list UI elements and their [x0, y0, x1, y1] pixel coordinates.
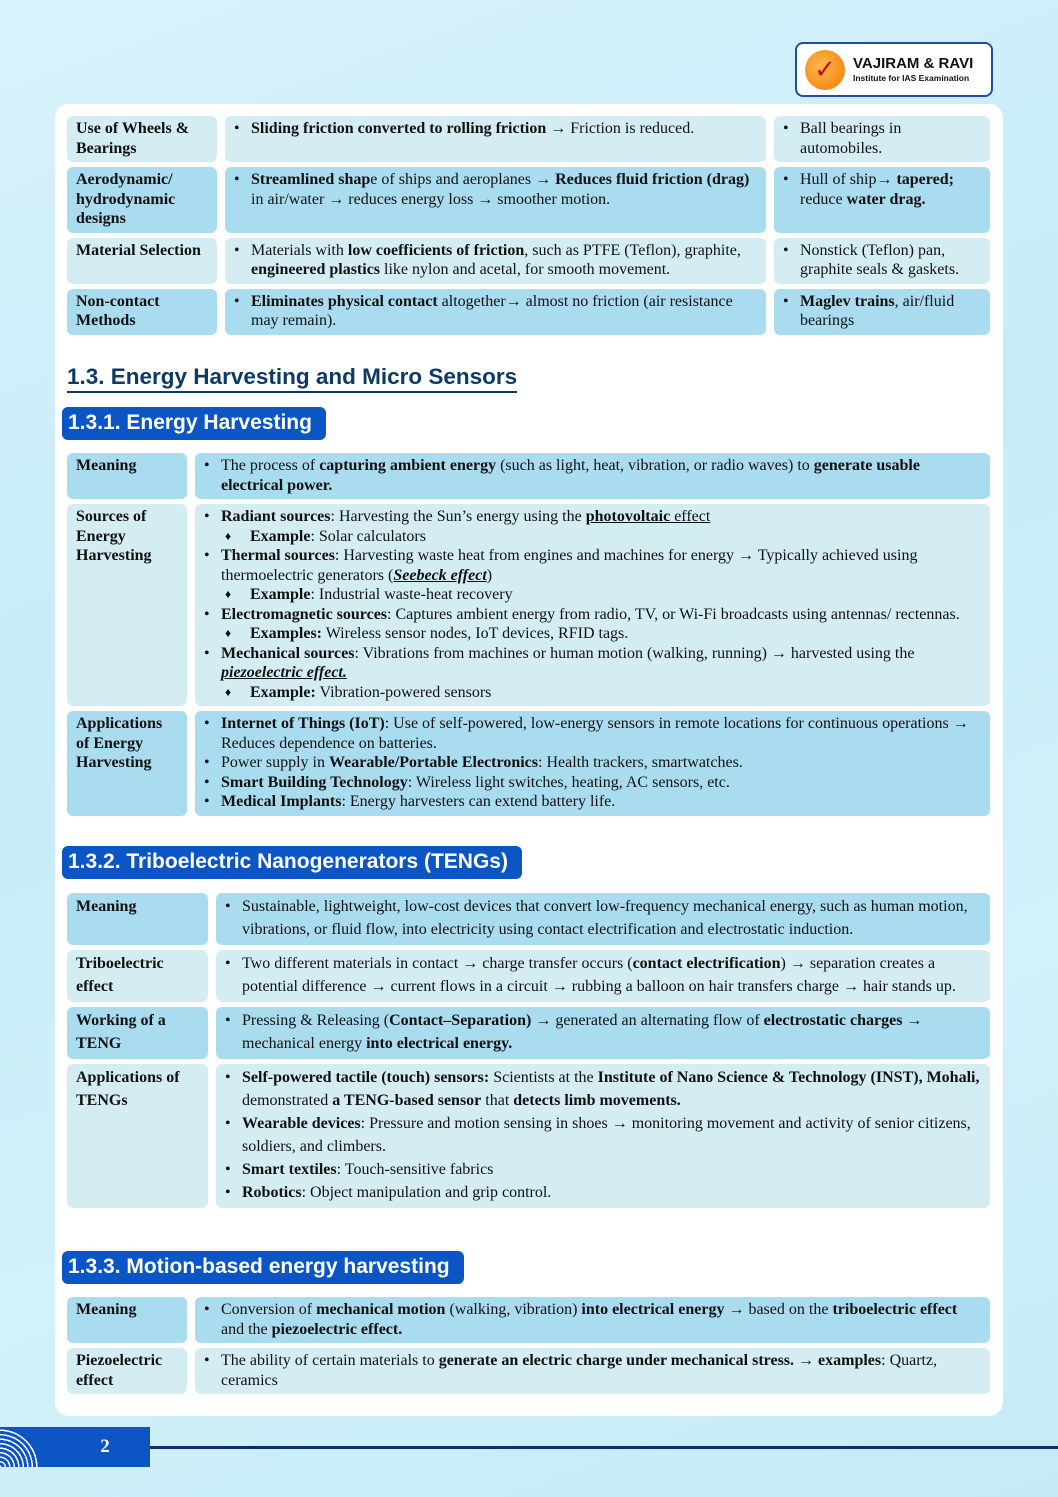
text-run: demonstrated	[242, 1092, 333, 1109]
text-run: like nylon and acetal, for smooth movement.	[380, 261, 671, 278]
text-run: engineered plastics	[251, 261, 381, 278]
bullet-item	[225, 952, 981, 998]
text-run: Example	[250, 527, 311, 545]
text-run: Example	[250, 586, 311, 603]
text-run: reduce	[800, 190, 847, 208]
row-label: Piezoelectric effect	[67, 1348, 187, 1394]
text-run: piezoelectric effect.	[271, 1320, 403, 1338]
text-run: Conversion of	[221, 1301, 317, 1318]
text-run: Seebeck effect	[393, 566, 487, 584]
table-row	[67, 167, 990, 233]
text-run: Smart Building Technology	[221, 773, 408, 791]
text-run: altogether→ almost no friction (air resistance may remain).	[251, 292, 733, 329]
text-run: (such as light, heat, vibration, or radio waves) to	[496, 457, 814, 474]
description-cell	[225, 167, 766, 233]
text-run: effect	[670, 508, 711, 525]
bullet-item	[204, 456, 981, 495]
text-run: Wearable devices	[242, 1115, 361, 1132]
text-run: mechanical motion	[316, 1301, 446, 1318]
text-run: Institute of Nano Science & Technology (INST), Mohali,	[597, 1069, 980, 1086]
bullet-item	[225, 1066, 981, 1112]
bullet-item	[204, 1351, 981, 1390]
table-row	[67, 950, 990, 1002]
row-label: Working of a TENG	[67, 1007, 208, 1059]
energy-harvesting-heading: 1.3.1. Energy Harvesting	[62, 407, 326, 440]
text-run: e of ships and aeroplanes →	[370, 171, 556, 188]
text-run: : Energy harvesters can extend battery life.	[341, 793, 616, 810]
text-run: examples	[818, 1352, 882, 1369]
bullet-item	[204, 792, 981, 812]
text-run: Sliding friction converted to rolling friction	[251, 120, 547, 137]
text-run: )	[486, 566, 493, 584]
bullet-item	[783, 241, 981, 280]
row-label: Aerodynamic/ hydrodynamic designs	[67, 167, 217, 233]
text-run: : Touch-sensitive fabrics	[336, 1161, 494, 1178]
text-run: Medical Implants	[221, 793, 342, 810]
row-label: Sources of Energy Harvesting	[67, 504, 187, 706]
text-run: : Object manipulation and grip control.	[301, 1184, 552, 1201]
row-label: Meaning	[67, 453, 187, 499]
table-row	[67, 1297, 990, 1343]
text-run: → Friction is reduced.	[546, 120, 695, 137]
text-run: electrostatic charges	[763, 1012, 903, 1029]
text-run: Examples:	[250, 625, 322, 642]
content-cell	[195, 1348, 990, 1394]
text-run: Eliminates physical contact	[251, 292, 438, 310]
content-cell	[216, 950, 990, 1002]
bullet-item	[204, 644, 981, 683]
bullet-item	[225, 1158, 981, 1181]
example-cell	[774, 167, 990, 233]
bullet-item	[783, 119, 981, 158]
energy-harvesting-table	[67, 453, 990, 821]
text-run: that	[481, 1092, 514, 1109]
text-run: Electromagnetic sources	[221, 605, 388, 623]
table-row	[67, 1348, 990, 1394]
text-run: Pressing & Releasing (	[242, 1012, 390, 1029]
row-label: Meaning	[67, 1297, 187, 1343]
text-run: Robotics	[242, 1184, 302, 1201]
text-run: into electrical energy.	[366, 1035, 513, 1052]
bullet-item	[225, 1112, 981, 1158]
description-cell	[225, 238, 766, 284]
text-run: Radiant sources	[221, 508, 331, 525]
row-label: Applications of Energy Harvesting	[67, 711, 187, 816]
text-run: → mechanical energy	[242, 1012, 923, 1052]
content-cell	[216, 1064, 990, 1208]
text-run: : Harvesting waste heat from engines and machines for energy → Typically achieved using thermoelectric generators (	[221, 547, 918, 584]
tengs-heading: 1.3.2. Triboelectric Nanogenerators (TENGs)	[62, 846, 522, 879]
section-heading: 1.3. Energy Harvesting and Micro Sensors	[67, 364, 517, 393]
text-run: (walking, vibration)	[445, 1301, 582, 1318]
bullet-item	[234, 241, 757, 280]
bullet-item	[204, 1300, 981, 1339]
checkmark-logo-icon: ✓	[805, 50, 845, 90]
text-run: The ability of certain materials to	[221, 1352, 439, 1369]
text-run: Reduces fluid friction (drag)	[555, 171, 750, 188]
text-run: Smart textiles	[242, 1161, 337, 1178]
text-run: : Use of self-powered, low-energy sensors in remote locations for continuous operations → Reduces dependence on batteries.	[221, 715, 969, 752]
text-run: Vibration-powered sensors	[315, 683, 492, 701]
text-run: generate usable electrical power.	[221, 457, 920, 494]
bullet-item	[783, 170, 981, 209]
bullet-item	[225, 895, 981, 941]
text-run: Contact–Separation)	[389, 1012, 532, 1029]
row-label: Use of Wheels & Bearings	[67, 116, 217, 162]
bullet-item	[225, 1009, 981, 1055]
content-cell	[216, 1007, 990, 1059]
motion-harvesting-table	[67, 1297, 990, 1399]
sub-bullet-item	[204, 683, 981, 703]
row-label: Material Selection	[67, 238, 217, 284]
bullet-item	[204, 605, 981, 625]
tengs-table	[67, 893, 990, 1213]
bullet-item	[204, 546, 981, 585]
table-row	[67, 893, 990, 945]
bullet-item	[234, 119, 757, 139]
table-row	[67, 453, 990, 499]
text-run: Hull of ship→	[800, 171, 897, 188]
text-run: : Health trackers, smartwatches.	[538, 754, 743, 771]
friction-methods-table	[67, 116, 990, 340]
table-row	[67, 289, 990, 335]
vajiram-ravi-logo	[795, 42, 993, 97]
bullet-item	[204, 773, 981, 793]
bullet-item	[234, 292, 757, 331]
arc-decoration-icon	[0, 1427, 40, 1467]
text-run: : Pressure and motion sensing in shoes → monitoring movement and activity of senior citizens, soldiers, and climbers.	[242, 1115, 971, 1155]
content-cell	[195, 711, 990, 816]
text-run: generate an electric charge under mechanical stress.	[438, 1352, 795, 1369]
text-run: Wireless sensor nodes, IoT devices, RFID tags.	[322, 625, 629, 642]
table-row	[67, 504, 990, 706]
table-row	[67, 711, 990, 816]
text-run: : Harvesting the Sun’s energy using the	[330, 508, 586, 525]
example-cell	[774, 289, 990, 335]
bullet-item	[783, 292, 981, 331]
text-run: , such as PTFE (Teflon), graphite,	[524, 241, 741, 259]
text-run: Power supply in	[221, 754, 329, 771]
page-number: 2	[100, 1436, 110, 1457]
text-run: Materials with	[251, 241, 348, 259]
text-run: water drag.	[846, 190, 926, 208]
logo-name: VAJIRAM & RAVI	[853, 55, 974, 73]
text-run: contact electrification	[632, 955, 781, 972]
row-label: Triboelectric effect	[67, 950, 208, 1002]
text-run: , air/fluid bearings	[800, 292, 955, 329]
example-cell	[774, 116, 990, 162]
text-run: : Industrial waste-heat recovery	[310, 586, 513, 603]
text-run: : Vibrations from machines or human motion (walking, running) → harvested using the	[354, 644, 915, 662]
text-run: → generated an alternating flow of	[531, 1012, 764, 1029]
text-run: The process of	[221, 457, 320, 474]
text-run: piezoelectric effect.	[221, 664, 347, 681]
table-row	[67, 1064, 990, 1208]
row-label: Applications of TENGs	[67, 1064, 208, 1208]
description-cell	[225, 289, 766, 335]
text-run: photovoltaic	[585, 508, 671, 525]
sub-bullet-item	[204, 527, 981, 547]
table-row	[67, 1007, 990, 1059]
text-run: Nonstick (Teflon) pan, graphite seals & gaskets.	[800, 241, 960, 278]
text-run: : Captures ambient energy from radio, TV, or Wi-Fi broadcasts using antennas/ rectennas.	[387, 605, 960, 623]
text-run: detects limb movements.	[513, 1092, 681, 1109]
text-run: Example:	[250, 683, 316, 701]
text-run: into electrical energy	[581, 1301, 725, 1318]
text-run: a TENG-based sensor	[332, 1092, 482, 1109]
text-run: capturing ambient energy	[319, 457, 497, 474]
text-run: : Wireless light switches, heating, AC sensors, etc.	[407, 773, 730, 791]
text-run: Wearable/Portable Electronics	[329, 754, 538, 771]
example-cell	[774, 238, 990, 284]
bullet-item	[204, 714, 981, 753]
text-run: : Quartz, ceramics	[221, 1352, 938, 1389]
text-run: and the	[221, 1320, 272, 1338]
text-run: triboelectric effect	[832, 1301, 958, 1318]
bullet-item	[204, 753, 981, 773]
text-run: in air/water → reduces energy loss → smoother motion.	[251, 190, 611, 208]
content-cell	[216, 893, 990, 945]
sub-bullet-item	[204, 624, 981, 644]
text-run: Scientists at the	[489, 1069, 598, 1086]
text-run: Mechanical sources	[221, 644, 355, 662]
bullet-item	[225, 1181, 981, 1204]
row-label: Non-contact Methods	[67, 289, 217, 335]
text-run: Internet of Things (IoT)	[221, 715, 385, 732]
bullet-item	[204, 507, 981, 527]
content-cell	[195, 1297, 990, 1343]
text-run: tapered;	[896, 171, 954, 188]
text-run: Maglev trains	[800, 292, 895, 310]
text-run: →	[794, 1352, 819, 1369]
text-run: → based on the	[724, 1301, 833, 1318]
motion-harvesting-heading: 1.3.3. Motion-based energy harvesting	[62, 1251, 464, 1284]
row-label: Meaning	[67, 893, 208, 945]
description-cell	[225, 116, 766, 162]
text-run: Thermal sources	[221, 547, 335, 564]
text-run: Ball bearings in automobiles.	[800, 120, 902, 157]
bullet-item	[234, 170, 757, 209]
text-run: low coefficients of friction	[347, 241, 525, 259]
page-number-box	[0, 1427, 150, 1467]
content-cell	[195, 453, 990, 499]
sub-bullet-item	[204, 585, 981, 605]
content-cell	[195, 504, 990, 706]
table-row	[67, 238, 990, 284]
text-run: : Solar calculators	[310, 527, 426, 545]
table-row	[67, 116, 990, 162]
logo-tagline: Institute for IAS Examination	[853, 73, 970, 84]
text-run: Two different materials in contact → charge transfer occurs (	[242, 955, 633, 972]
text-run: Streamlined shap	[251, 171, 371, 188]
footer-rule	[150, 1446, 1058, 1449]
text-run: Self-powered tactile (touch) sensors:	[242, 1069, 490, 1086]
text-run: ) → separation creates a potential difference → current flows in a circuit → rubbing a balloon on hair transfers charge → hair stands up.	[242, 955, 956, 995]
text-run: Sustainable, lightweight, low-cost devices that convert low-frequency mechanical energy, such as human motion, vibrations, or fluid flow, into electricity using contact electrification and electrostatic induction.	[242, 898, 968, 938]
